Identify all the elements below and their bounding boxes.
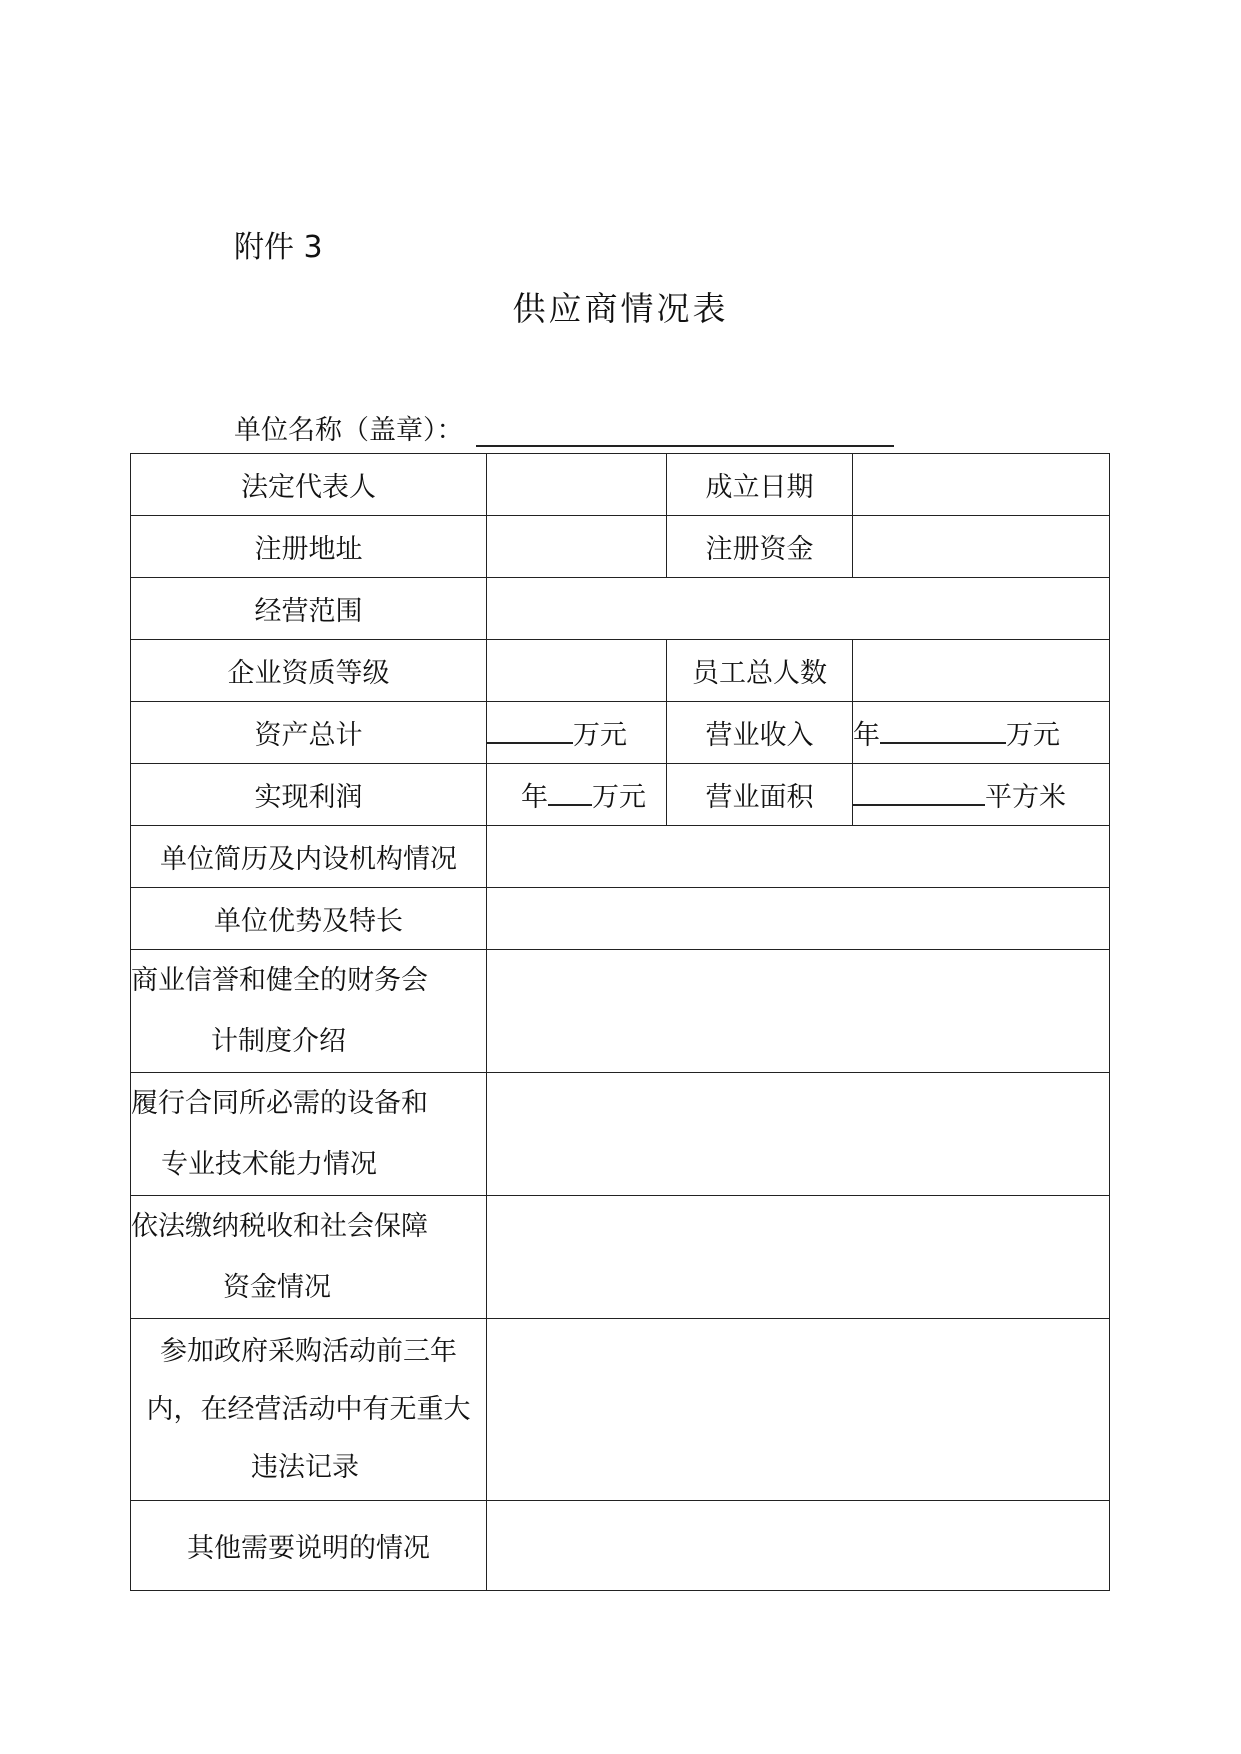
record-line-3: 违法记录 xyxy=(251,1451,359,1483)
unit-name-blank[interactable] xyxy=(476,415,894,447)
reputation-label xyxy=(131,950,487,1073)
revenue-cell[interactable] xyxy=(853,702,1110,764)
record-label xyxy=(131,1319,487,1501)
other-label: 其他需要说明的情况 xyxy=(131,1501,487,1591)
record-cell[interactable] xyxy=(487,1319,1110,1501)
qualification-cell[interactable] xyxy=(487,640,667,702)
found-date-label: 成立日期 xyxy=(667,454,853,516)
reputation-line-2: 计制度介绍 xyxy=(211,1026,346,1057)
reg-capital-cell[interactable] xyxy=(853,516,1110,578)
revenue-blank[interactable] xyxy=(880,716,1006,744)
legal-rep-cell[interactable] xyxy=(487,454,667,516)
attachment-label: 附件 3 xyxy=(234,230,323,265)
scope-cell[interactable] xyxy=(487,578,1110,640)
supplier-info-table xyxy=(130,453,1110,1591)
revenue-label: 营业收入 xyxy=(667,702,853,764)
tax-cell[interactable] xyxy=(487,1196,1110,1319)
unit-name-line xyxy=(234,408,894,447)
equipment-line-1: 履行合同所必需的设备和 xyxy=(131,1088,428,1119)
record-line-1: 参加政府采购活动前三年 xyxy=(160,1335,457,1367)
equipment-cell[interactable] xyxy=(487,1073,1110,1196)
assets-blank[interactable] xyxy=(487,716,573,744)
assets-label: 资产总计 xyxy=(131,702,487,764)
revenue-unit: 万元 xyxy=(1006,720,1060,751)
profit-year: 年 xyxy=(521,782,548,813)
profit-cell[interactable] xyxy=(487,764,667,826)
equipment-label xyxy=(131,1073,487,1196)
qualification-label: 企业资质等级 xyxy=(131,640,487,702)
revenue-year: 年 xyxy=(853,720,880,751)
scope-label: 经营范围 xyxy=(131,578,487,640)
profit-label: 实现利润 xyxy=(131,764,487,826)
area-blank[interactable] xyxy=(853,778,985,806)
employees-cell[interactable] xyxy=(853,640,1110,702)
profit-unit: 万元 xyxy=(592,782,646,813)
history-cell[interactable] xyxy=(487,826,1110,888)
area-cell[interactable] xyxy=(853,764,1110,826)
equipment-line-2: 专业技术能力情况 xyxy=(161,1149,377,1180)
assets-cell[interactable] xyxy=(487,702,667,764)
area-unit: 平方米 xyxy=(985,782,1066,813)
assets-unit: 万元 xyxy=(573,720,627,751)
legal-rep-label: 法定代表人 xyxy=(131,454,487,516)
reg-addr-label: 注册地址 xyxy=(131,516,487,578)
history-label: 单位简历及内设机构情况 xyxy=(131,826,487,888)
employees-label: 员工总人数 xyxy=(667,640,853,702)
unit-name-label: 单位名称（盖章）： xyxy=(234,415,464,446)
tax-label xyxy=(131,1196,487,1319)
found-date-cell[interactable] xyxy=(853,454,1110,516)
reputation-cell[interactable] xyxy=(487,950,1110,1073)
area-label: 营业面积 xyxy=(667,764,853,826)
other-cell[interactable] xyxy=(487,1501,1110,1591)
reg-capital-label: 注册资金 xyxy=(667,516,853,578)
page-title: 供应商情况表 xyxy=(512,289,729,328)
reg-addr-cell[interactable] xyxy=(487,516,667,578)
record-line-2: 内，在经营活动中有无重大 xyxy=(146,1393,471,1425)
tax-line-2: 资金情况 xyxy=(223,1272,331,1303)
advantages-cell[interactable] xyxy=(487,888,1110,950)
advantages-label: 单位优势及特长 xyxy=(131,888,487,950)
reputation-line-1: 商业信誉和健全的财务会 xyxy=(131,965,428,996)
tax-line-1: 依法缴纳税收和社会保障 xyxy=(131,1211,428,1242)
profit-blank[interactable] xyxy=(548,778,592,806)
